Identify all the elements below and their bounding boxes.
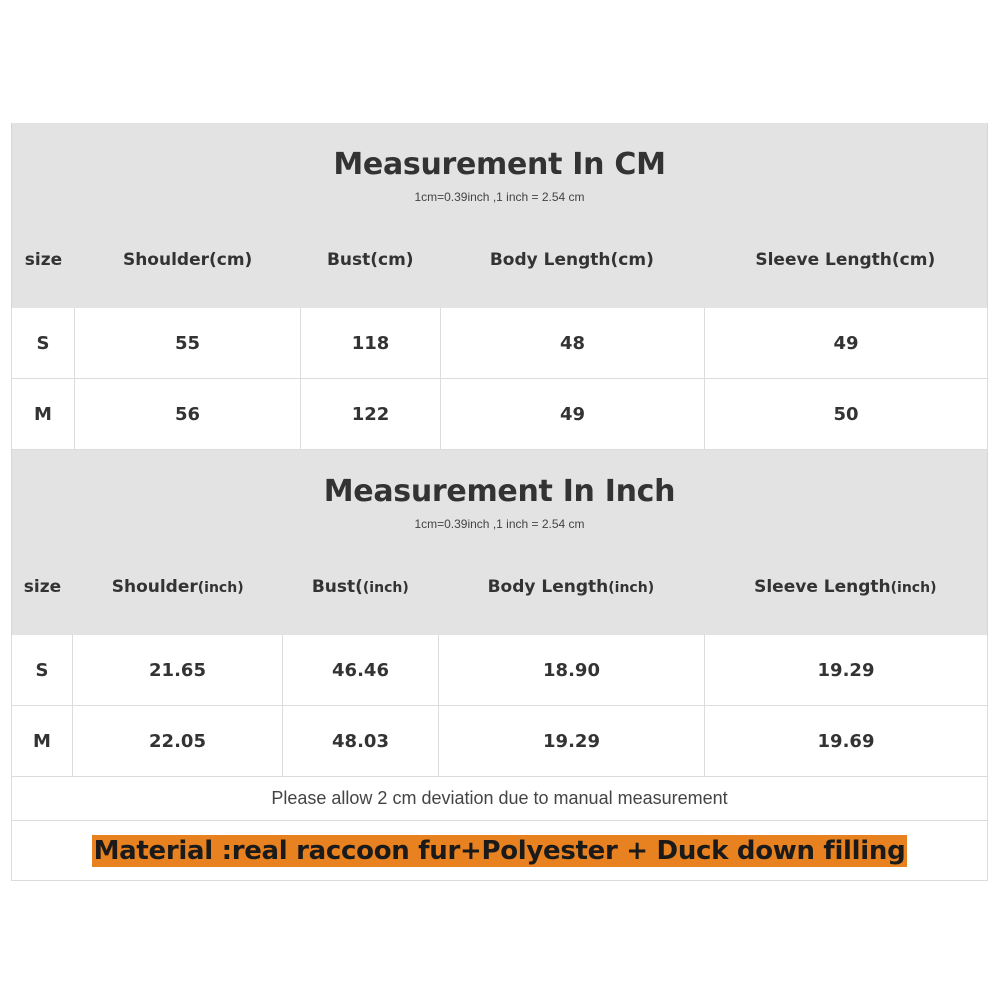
cm-header-shoulder: Shoulder(cm) <box>122 250 253 270</box>
cm-header-bust: Bust(cm) <box>326 250 414 270</box>
cell-shoulder: 21.65 <box>73 635 283 705</box>
cell-shoulder: 22.05 <box>73 706 283 776</box>
inch-header-shoulder-unit: (inch) <box>197 580 244 596</box>
cm-title-block <box>12 123 987 204</box>
cell-size: M <box>12 706 73 776</box>
cm-subtitle: 1cm=0.39inch ,1 inch = 2.54 cm <box>414 190 585 204</box>
cell-sleeve-length: 19.69 <box>817 730 875 752</box>
cm-section-header <box>11 123 988 308</box>
cm-header-sleeve-length: Sleeve Length(cm) <box>755 250 936 270</box>
cm-title: Measurement In CM <box>333 147 666 182</box>
cell-sleeve-length: 50 <box>833 403 859 425</box>
table-row <box>11 379 988 450</box>
table-row <box>11 308 988 379</box>
cell-bust: 46.46 <box>283 635 439 705</box>
cell-body-length: 49 <box>441 379 705 449</box>
inch-header-body-length <box>438 577 703 597</box>
table-row <box>11 635 988 706</box>
inch-header-sleeve-length-label: Sleeve Length <box>754 577 891 597</box>
cm-header-row <box>12 250 987 270</box>
cell-sleeve-length: 19.29 <box>817 659 875 681</box>
cell-size: M <box>12 379 75 449</box>
material-text: Material :real raccoon fur+Polyester + Duck down filling <box>93 835 906 866</box>
cm-header-size: size <box>24 250 63 270</box>
cell-bust: 48.03 <box>283 706 439 776</box>
table-row <box>11 706 988 777</box>
cell-bust: 122 <box>301 379 441 449</box>
cell-shoulder: 56 <box>75 379 301 449</box>
inch-header-body-length-unit: (inch) <box>608 580 655 596</box>
inch-subtitle: 1cm=0.39inch ,1 inch = 2.54 cm <box>414 517 585 531</box>
inch-title-block <box>12 450 987 531</box>
inch-header-row <box>12 577 987 597</box>
cell-body-length: 19.29 <box>439 706 705 776</box>
inch-header-bust <box>282 577 438 597</box>
cell-shoulder: 55 <box>75 308 301 378</box>
size-chart <box>11 123 988 881</box>
inch-header-bust-unit: (inch) <box>362 580 409 596</box>
cell-body-length: 18.90 <box>439 635 705 705</box>
cell-size: S <box>12 635 73 705</box>
inch-header-body-length-label: Body Length <box>487 577 609 597</box>
inch-header-shoulder-label: Shoulder <box>111 577 198 597</box>
inch-header-bust-label: Bust( <box>311 577 363 597</box>
inch-title: Measurement In Inch <box>323 474 676 509</box>
inch-section-header <box>11 450 988 635</box>
cm-header-body-length: Body Length(cm) <box>489 250 654 270</box>
deviation-note <box>11 777 988 821</box>
cell-bust: 118 <box>301 308 441 378</box>
inch-header-sleeve-length <box>704 577 987 597</box>
material-row <box>11 821 988 881</box>
cell-sleeve-length: 49 <box>833 332 859 354</box>
inch-header-size: size <box>23 577 62 597</box>
cell-body-length: 48 <box>441 308 705 378</box>
cell-size: S <box>12 308 75 378</box>
deviation-note-text: Please allow 2 cm deviation due to manual measurement <box>271 788 728 808</box>
inch-header-sleeve-length-unit: (inch) <box>890 580 937 596</box>
inch-header-shoulder <box>73 577 283 597</box>
